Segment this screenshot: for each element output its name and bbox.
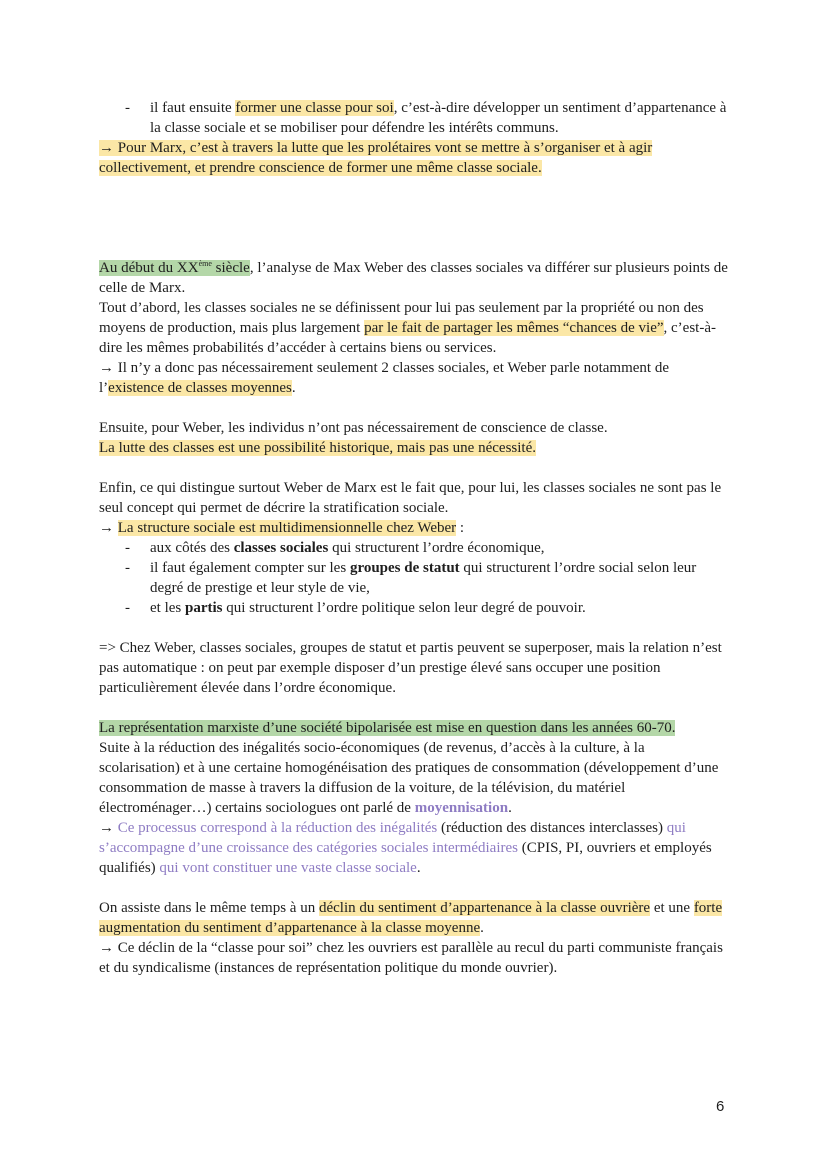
purple-text: Ce processus correspond à la réduction des inégalités — [117, 820, 438, 836]
section-heading-highlight: Au début du XXème siècle — [99, 259, 250, 276]
paragraph: Ensuite, pour Weber, les individus n’ont pas nécessairement de conscience de classe. — [99, 420, 608, 436]
list-item: - il faut également compter sur les groupes de statut qui structurent l’ordre social selon leur degré de prestige et leur style de vie, — [125, 560, 697, 596]
paragraph: → Ce déclin de la “classe pour soi” chez les ouvriers est parallèle au recul du parti communiste français et du syndicalisme (instances de représentation politique du monde ouvrier). — [99, 940, 723, 976]
spacer — [99, 458, 729, 478]
section-heading — [99, 718, 729, 738]
marx-conclusion — [99, 138, 729, 178]
list-item: - aux côtés des classes sociales qui structurent l’ordre économique, — [125, 540, 545, 556]
spacer — [99, 178, 729, 258]
paragraph — [99, 438, 729, 458]
page-number: 6 — [716, 1098, 725, 1115]
highlight: → Pour Marx, c’est à travers la lutte que les prolétaires vont se mettre à s’organiser et à agir collectivement, et prendre conscience de former une même classe sociale. — [99, 140, 653, 176]
highlight: déclin du sentiment d’appartenance à la classe ouvrière — [318, 900, 651, 916]
highlight: par le fait de partager les mêmes “chances de vie” — [364, 320, 664, 336]
paragraph: Suite à la réduction des inégalités socio-économiques (de revenus, d’accès à la culture, à la scolarisation) et à une certaine homogénéisation des pratiques de consommation (développement d’une consommation de masse à travers la diffusion de la voiture, de la télévision, du matériel électroménager…) certains sociologues ont parlé de moyennisation. — [99, 740, 719, 816]
purple-text: qui vont constituer une vaste classe sociale — [159, 860, 417, 876]
paragraph: Enfin, ce qui distingue surtout Weber de Marx est le fait que, pour lui, les classes sociales ne sont pas le seul concept qui permet de décrire la stratification sociale. — [99, 480, 722, 516]
page-content — [99, 98, 729, 978]
spacer — [99, 618, 729, 638]
paragraph: Tout d’abord, les classes sociales ne se définissent pour lui pas seulement par la propriété ou non des moyens de production, mais plus largement par le fait de partager les mêmes “chances de vie”, c’est-à-dire les mêmes probabilités d’accéder à certains biens ou services. — [99, 300, 716, 356]
spacer — [99, 878, 729, 898]
paragraph: → Il n’y a donc pas nécessairement seulement 2 classes sociales, et Weber parle notamment de l’existence de classes moyennes. — [99, 360, 669, 396]
highlight: La lutte des classes est une possibilité historique, mais pas une nécessité. — [99, 440, 536, 456]
spacer — [99, 398, 729, 418]
highlight: former une classe pour soi — [235, 100, 394, 116]
list-item: - il faut ensuite former une classe pour soi, c’est-à-dire développer un sentiment d’appartenance à la classe sociale et se mobiliser pour défendre les intérêts communs. — [125, 100, 727, 136]
paragraph: => Chez Weber, classes sociales, groupes de statut et partis peuvent se superposer, mais la relation n’est pas automatique : on peut par exemple disposer d’un prestige élevé sans occuper une position particulièrement élevée dans l’ordre économique. — [99, 640, 722, 696]
highlight: existence de classes moyennes — [108, 380, 292, 396]
purple-text: qui s’accompagne d’une croissance des catégories sociales intermédiaires — [99, 820, 686, 856]
paragraph: → La structure sociale est multidimensionnelle chez Weber : — [99, 520, 465, 536]
weber-intro: Au début du XXème siècle, l’analyse de Max Weber des classes sociales va différer sur plusieurs points de celle de Marx. — [99, 259, 728, 296]
paragraph: On assiste dans le même temps à un déclin du sentiment d’appartenance à la classe ouvrière et une forte augmentation du sentiment d’appartenance à la classe moyenne. — [99, 900, 723, 936]
highlight: forte augmentation du sentiment d’appartenance à la classe moyenne — [99, 900, 723, 936]
section-heading-highlight: La représentation marxiste d’une société bipolarisée est mise en question dans les années 60-70. — [99, 720, 676, 736]
paragraph: → Ce processus correspond à la réduction des inégalités (réduction des distances interclasses) qui s’accompagne d’une croissance des catégories sociales intermédiaires (CPIS, PI, ouvriers et employés qualifiés) qui vont constituer une vaste classe sociale. — [99, 820, 712, 876]
highlight: La structure sociale est multidimensionnelle chez Weber — [117, 520, 457, 536]
spacer — [99, 698, 729, 718]
key-term: moyennisation — [414, 800, 509, 816]
list-item: - et les partis qui structurent l’ordre politique selon leur degré de pouvoir. — [125, 600, 586, 616]
